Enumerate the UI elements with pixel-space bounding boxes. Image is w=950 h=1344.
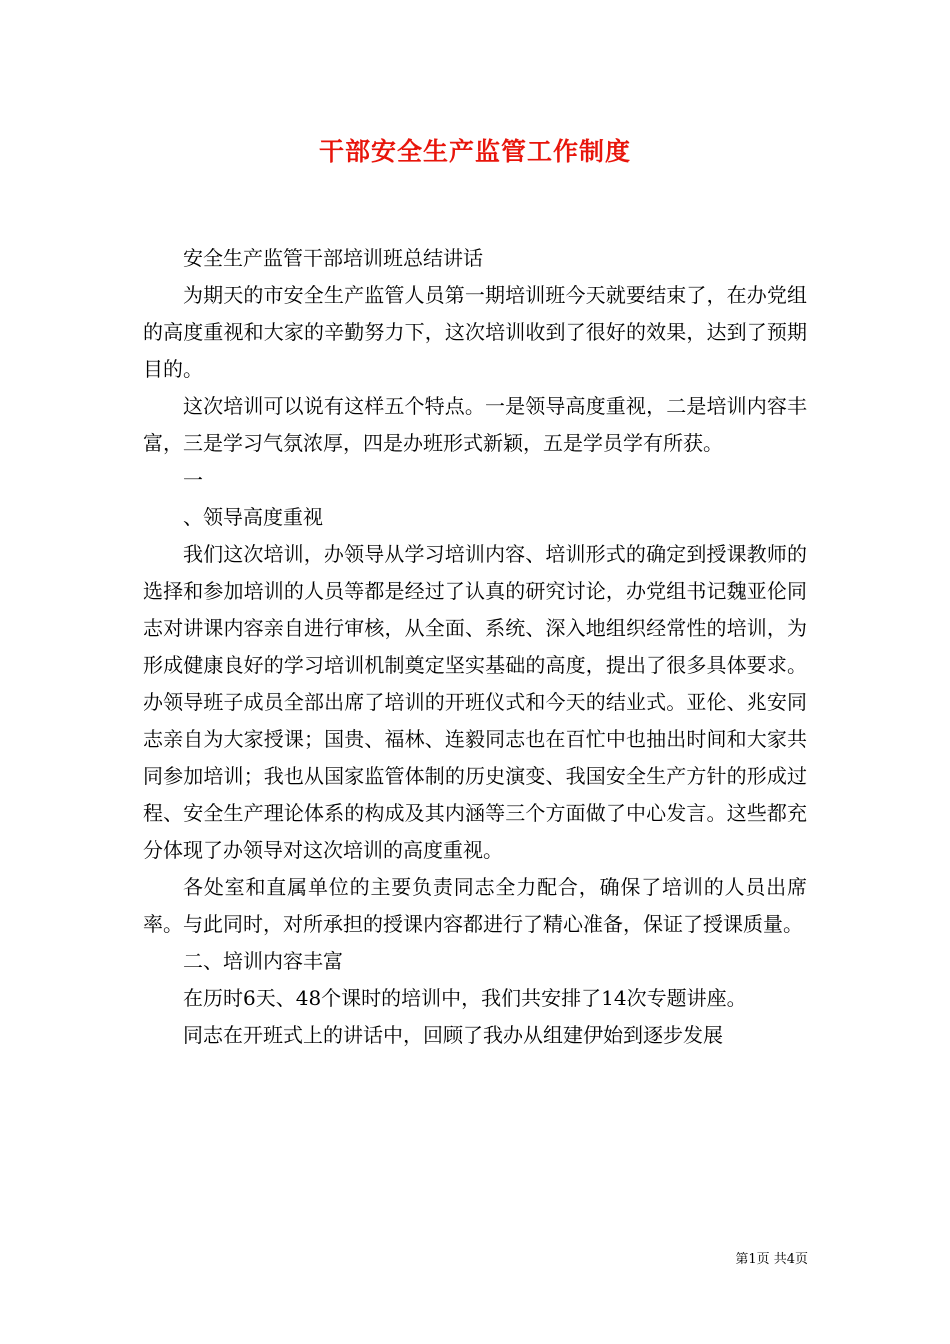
document-body — [143, 240, 807, 1054]
document-title: 干部安全生产监管工作制度 — [318, 137, 631, 166]
paragraph: 为期天的市安全生产监管人员第一期培训班今天就要结束了，在办党组的高度重视和大家的辛勤努力下，这次培训收到了很好的效果，达到了预期目的。 — [143, 283, 807, 381]
section-heading: 二、培训内容丰富 — [183, 949, 343, 973]
paragraph: 一 — [183, 468, 203, 492]
paragraph: 同志在开班式上的讲话中，回顾了我办从组建伊始到逐步发展 — [183, 1023, 723, 1047]
paragraph: 在历时6天、48个课时的培训中，我们共安排了14次专题讲座。 — [183, 986, 747, 1010]
paragraph: 我们这次培训，办领导从学习培训内容、培训形式的确定到授课教师的选择和参加培训的人员等都是经过了认真的研究讨论，办党组书记魏亚伦同志对讲课内容亲自进行审核，从全面、系统、深入地组织经常性的培训，为形成健康良好的学习培训机制奠定坚实基础的高度，提出了很多具体要求。办领导班子成员全部出席了培训的开班仪式和今天的结业式。亚伦、兆安同志亲自为大家授课；国贵、福林、连毅同志也在百忙中也抽出时间和大家共同参加培训；我也从国家监管体制的历史演变、我国安全生产方针的形成过程、安全生产理论体系的构成及其内涵等三个方面做了中心发言。这些都充分体现了办领导对这次培训的高度重视。 — [143, 542, 807, 862]
paragraph-subtitle: 安全生产监管干部培训班总结讲话 — [183, 246, 483, 270]
paragraph: 各处室和直属单位的主要负责同志全力配合，确保了培训的人员出席率。与此同时，对所承担的授课内容都进行了精心准备，保证了授课质量。 — [143, 875, 807, 936]
paragraph: 这次培训可以说有这样五个特点。一是领导高度重视，二是培训内容丰富，三是学习气氛浓厚，四是办班形式新颖，五是学员学有所获。 — [143, 394, 807, 455]
section-heading: 、领导高度重视 — [183, 505, 323, 529]
page-number: 第1页 共4页 — [735, 1252, 808, 1267]
